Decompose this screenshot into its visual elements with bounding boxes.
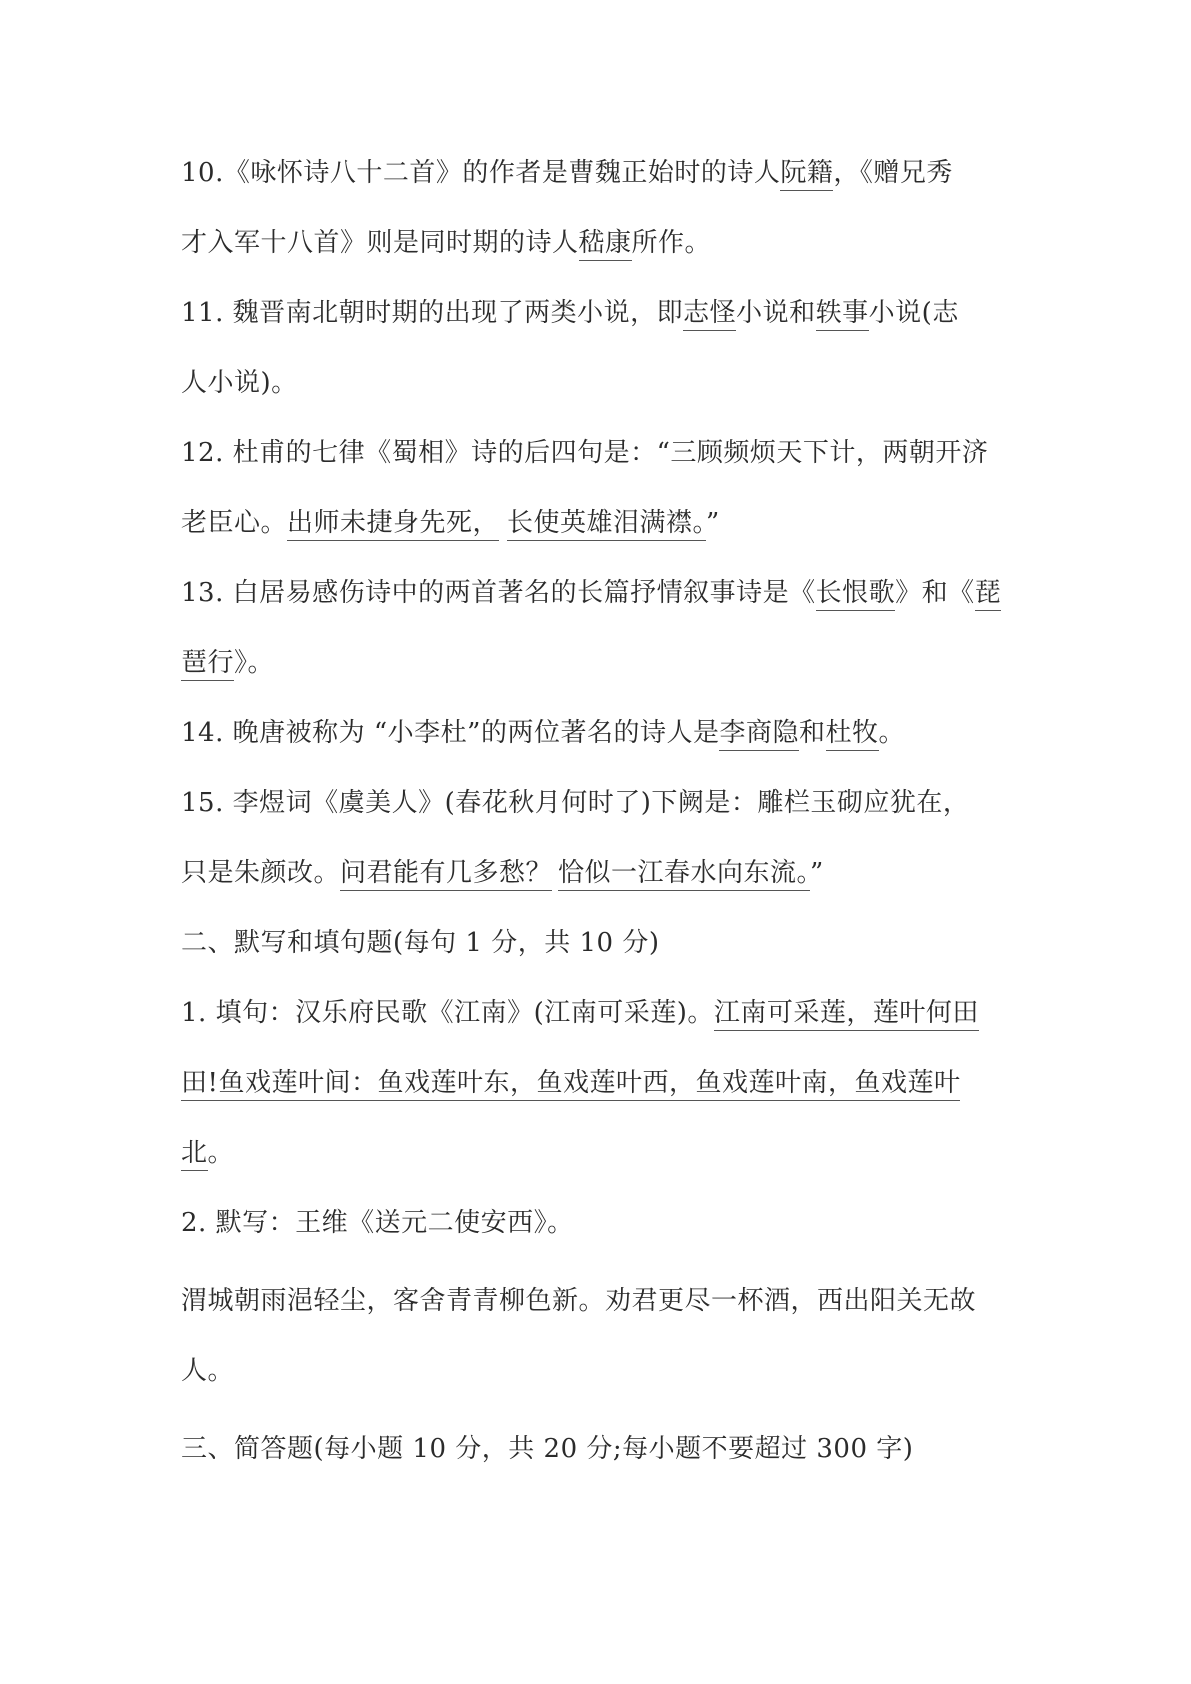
question-text: 才入军十八首》则是同时期的诗人 xyxy=(181,228,579,258)
question-text: 》和《 xyxy=(895,578,975,608)
question-text: 11. 魏晋南北朝时期的出现了两类小说，即 xyxy=(181,298,684,328)
question-10-line-1 xyxy=(181,138,1019,208)
question-13-line-2 xyxy=(181,628,1019,698)
question-text: 小说(志 xyxy=(868,298,959,328)
question-14 xyxy=(181,698,1019,768)
question-text: 老臣心。 xyxy=(181,508,288,538)
answer-lishangyin: 李商隐 xyxy=(719,718,799,751)
section-2-question-2 xyxy=(181,1188,1019,1406)
question-text: 》。 xyxy=(234,648,275,678)
question-11-line-2 xyxy=(181,348,1019,418)
answer-zhiguai: 志怪 xyxy=(683,298,736,331)
answer-line-2: 长使英雄泪满襟。 xyxy=(507,508,706,541)
question-text: ” xyxy=(706,508,720,538)
question-13 xyxy=(181,558,1019,698)
question-11-line-1 xyxy=(181,278,1019,348)
question-text: 。 xyxy=(207,1138,235,1168)
question-12 xyxy=(181,418,1019,558)
question-12-line-1 xyxy=(181,418,1019,488)
question-text: 人小说)。 xyxy=(181,368,298,398)
section-2-question-1-line-1 xyxy=(181,978,1019,1048)
poem-line-1: 渭城朝雨浥轻尘，客舍青青柳色新。劝君更尽一杯酒，西出阳关无故 xyxy=(181,1286,977,1316)
question-text: 。 xyxy=(878,718,906,748)
section-3-heading: 三、简答题(每小题 10 分，共 20 分;每小题不要超过 300 字) xyxy=(181,1434,914,1464)
answer-text: 北 xyxy=(181,1138,208,1171)
question-text: 10.《咏怀诗八十二首》的作者是曹魏正始时的诗人 xyxy=(181,158,781,188)
answer-text: 江南可采莲，莲叶何田 xyxy=(714,998,979,1031)
answer-pipaxing-part-1: 琵 xyxy=(975,578,1002,611)
section-2-question-1 xyxy=(181,978,1019,1188)
question-text: 15. 李煜词《虞美人》(春花秋月何时了)下阙是：雕栏玉砌应犹在， xyxy=(181,788,970,818)
question-text: 小说和 xyxy=(736,298,816,328)
question-text: 只是朱颜改。 xyxy=(181,858,341,888)
answer-jikang: 嵇康 xyxy=(579,228,632,261)
section-2-question-1-line-3 xyxy=(181,1118,1019,1188)
section-2-question-1-line-2 xyxy=(181,1048,1019,1118)
poem-line-2: 人。 xyxy=(181,1356,235,1386)
question-11 xyxy=(181,278,1019,418)
answer-dumu: 杜牧 xyxy=(826,718,879,751)
question-15-line-2 xyxy=(181,838,1019,908)
question-text: 14. 晚唐被称为 “小李杜”的两位著名的诗人是 xyxy=(181,718,720,748)
answer-pipaxing-part-2: 琶行 xyxy=(181,648,234,681)
document-page xyxy=(181,138,1019,1484)
question-13-line-1 xyxy=(181,558,1019,628)
question-12-line-2 xyxy=(181,488,1019,558)
question-text: 13. 白居易感伤诗中的两首著名的长篇抒情叙事诗是《 xyxy=(181,578,816,608)
question-text: 所作。 xyxy=(631,228,712,258)
question-14-line-1 xyxy=(181,698,1019,768)
section-2-question-2-title: 2. 默写：王维《送元二使安西》。 xyxy=(181,1208,574,1238)
answer-line-2: 恰似一江春水向东流。 xyxy=(558,858,810,891)
question-text: 和 xyxy=(798,718,826,748)
question-text: 12. 杜甫的七律《蜀相》诗的后四句是：“三顾频烦天下计，两朝开济 xyxy=(181,438,989,468)
answer-line-1: 出师未捷身先死， xyxy=(287,508,499,541)
question-text: ，《赠兄秀 xyxy=(833,158,953,188)
question-10 xyxy=(181,138,1019,278)
answer-text: 田!鱼戏莲叶间：鱼戏莲叶东，鱼戏莲叶西，鱼戏莲叶南，鱼戏莲叶 xyxy=(181,1068,960,1101)
question-15 xyxy=(181,768,1019,908)
question-text: 1. 填句：汉乐府民歌《江南》(江南可采莲)。 xyxy=(181,998,714,1028)
section-2-heading: 二、默写和填句题(每句 1 分，共 10 分) xyxy=(181,928,660,958)
question-15-line-1 xyxy=(181,768,1019,838)
question-10-line-2 xyxy=(181,208,1019,278)
question-text: ” xyxy=(810,858,824,888)
answer-ruanji: 阮籍 xyxy=(780,158,833,191)
answer-yishi: 轶事 xyxy=(816,298,869,331)
answer-changhenge: 长恨歌 xyxy=(816,578,896,611)
answer-line-1: 问君能有几多愁？ xyxy=(340,858,552,891)
